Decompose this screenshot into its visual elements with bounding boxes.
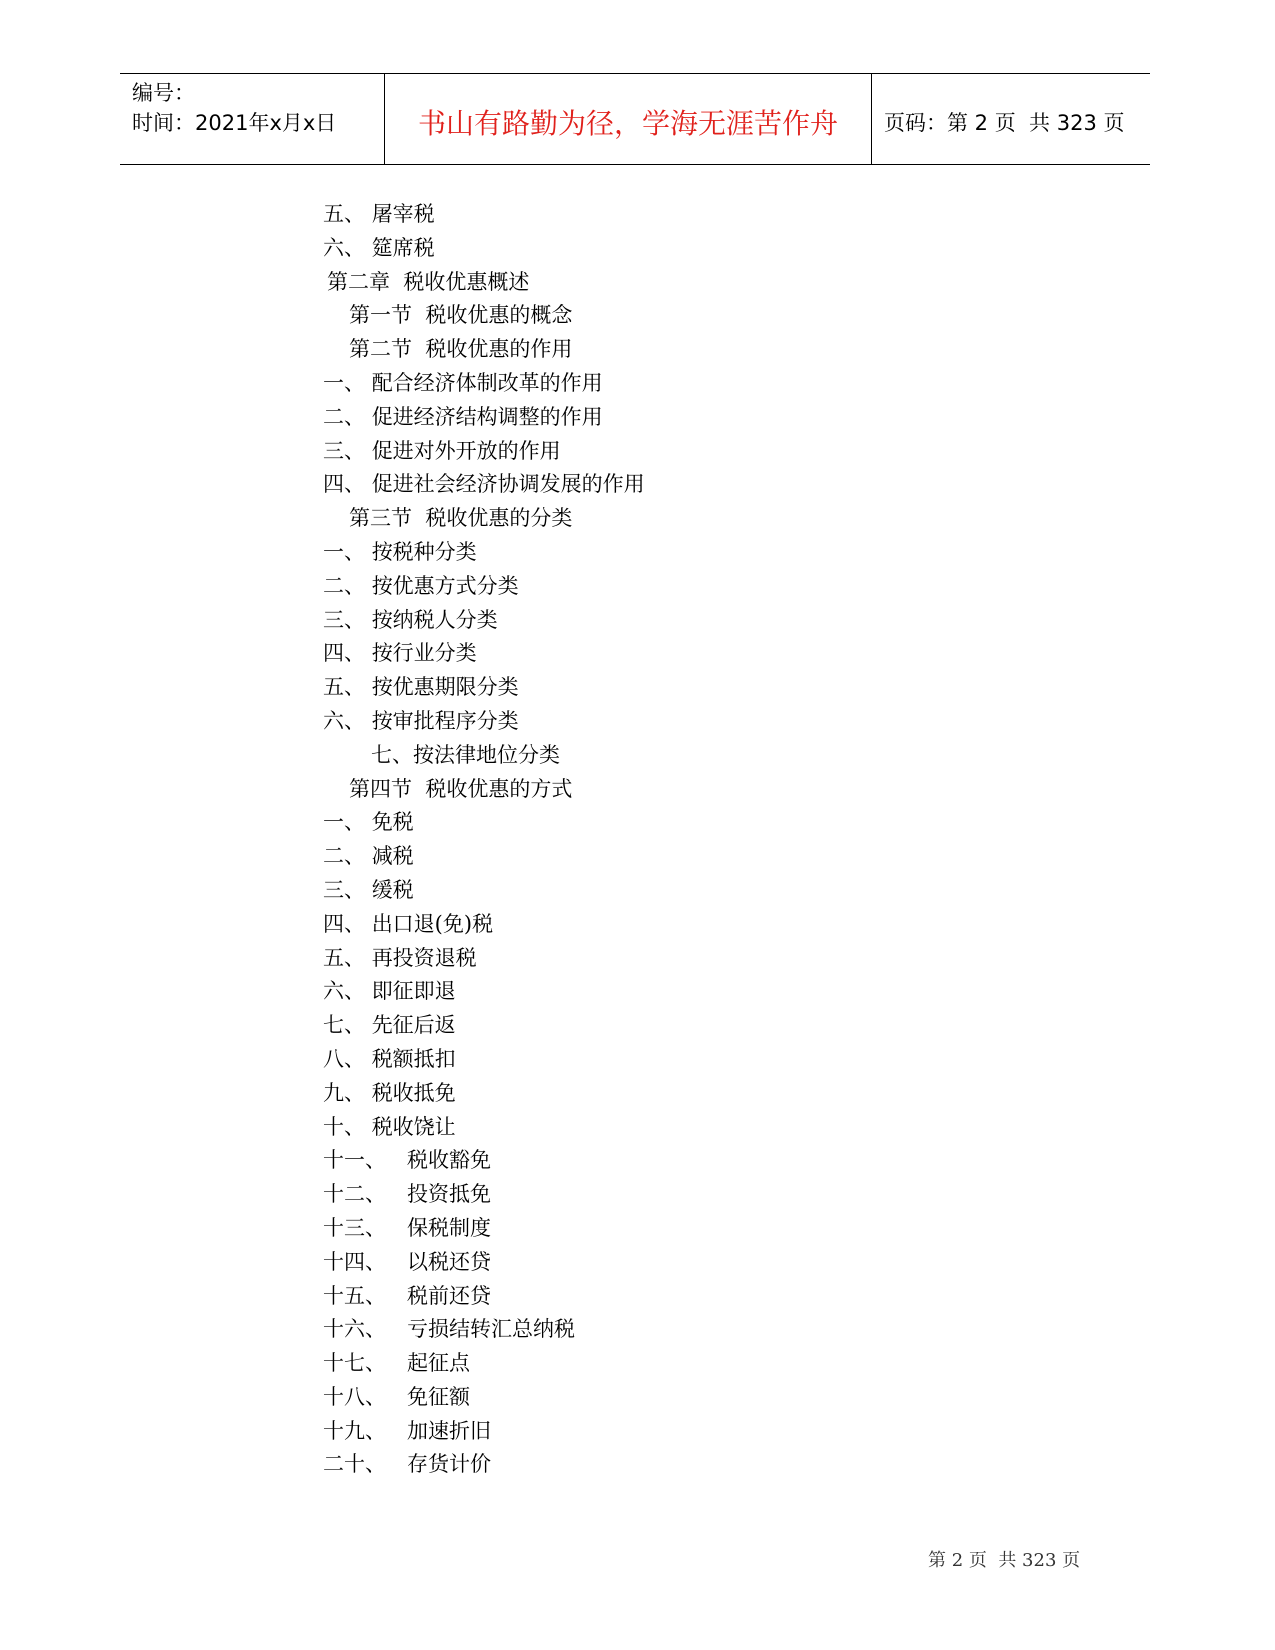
toc-entry [323, 468, 645, 502]
toc-entry-number: 十三、 [323, 1215, 386, 1240]
toc-entry-number: 六、 [323, 708, 365, 733]
toc-entry-title: 按税种分类 [371, 539, 477, 564]
toc-entry [323, 198, 645, 232]
toc-entry-title: 出口退(免)税 [371, 911, 494, 936]
toc-entry-title: 再投资退税 [371, 945, 477, 970]
toc-entry [323, 1448, 645, 1482]
toc-entry [323, 1144, 645, 1178]
toc-entry-number: 二、 [323, 404, 365, 429]
toc-entry [323, 333, 645, 367]
toc-entry-number: 七、 [323, 1013, 365, 1038]
toc-entry-number: 十一、 [323, 1148, 386, 1173]
toc-entry [323, 874, 645, 908]
toc-entry [323, 908, 645, 942]
toc-entry [323, 232, 645, 266]
toc-entry-title: 配合经济体制改革的作用 [371, 370, 603, 395]
toc-entry-number: 五、 [323, 202, 365, 226]
toc-entry [323, 1009, 645, 1043]
toc-entry-title: 先征后返 [371, 1013, 456, 1038]
toc-entry-title: 按优惠期限分类 [371, 675, 519, 700]
toc-entry-title: 促进社会经济协调发展的作用 [371, 472, 645, 497]
toc-entry-title: 税收饶让 [371, 1114, 456, 1139]
toc-entry [323, 1415, 645, 1449]
toc-entry-title: 筵席税 [371, 235, 435, 260]
toc-entry [323, 773, 645, 807]
toc-entry [323, 705, 645, 739]
toc-entry-number: 八、 [323, 1046, 365, 1071]
toc-entry-number: 二、 [323, 844, 365, 869]
toc-entry-number: 一、 [323, 810, 365, 835]
toc-entry-title: 税前还贷 [407, 1283, 491, 1308]
toc-entry-number: 二十、 [323, 1452, 386, 1477]
toc-entry-number: 十五、 [323, 1283, 386, 1308]
toc-entry [323, 1246, 645, 1280]
toc-entry-title: 税额抵扣 [371, 1046, 456, 1071]
toc-entry-number: 三、 [323, 607, 365, 632]
toc-entry-number: 十六、 [323, 1317, 386, 1342]
toc-entry-title: 第一节 税收优惠的概念 [349, 303, 573, 328]
document-number-label: 编号： [132, 81, 195, 105]
toc-entry-number: 三、 [323, 877, 365, 902]
toc-entry-title: 存货计价 [407, 1452, 491, 1477]
toc-entry-title: 税收抵免 [371, 1080, 456, 1105]
toc-entry-title: 屠宰税 [371, 202, 435, 226]
toc-entry-title: 缓税 [371, 877, 414, 902]
toc-entry-number: 一、 [323, 539, 365, 564]
toc-entry-number: 五、 [323, 945, 365, 970]
toc-entry [323, 1347, 645, 1381]
toc-entry-title: 保税制度 [407, 1215, 491, 1240]
toc-entry-number: 十九、 [323, 1418, 386, 1443]
toc-entry-title: 即征即退 [371, 979, 456, 1004]
toc-entry-title: 第二节 税收优惠的作用 [349, 337, 573, 362]
toc-entry [323, 806, 645, 840]
header-motto: 书山有路勤为径，学海无涯苦作舟 [385, 74, 872, 164]
toc-entry-number: 五、 [323, 675, 365, 700]
toc-entry [323, 975, 645, 1009]
toc-entry [323, 401, 645, 435]
toc-entry-title: 第三节 税收优惠的分类 [349, 506, 573, 531]
toc-entry-title: 投资抵免 [407, 1182, 491, 1207]
toc-entry [323, 671, 645, 705]
toc-entry-title: 第四节 税收优惠的方式 [349, 776, 573, 801]
toc-entry-number: 四、 [323, 911, 365, 936]
toc-entry-title: 免税 [371, 810, 414, 835]
toc-entry-number: 六、 [323, 979, 365, 1004]
toc-entry [323, 570, 645, 604]
toc-entry [323, 1043, 645, 1077]
toc-entry-title: 按行业分类 [371, 641, 477, 666]
toc-entry-number: 三、 [323, 438, 365, 463]
toc-entry-title: 按纳税人分类 [371, 607, 498, 632]
toc-entry-title: 按审批程序分类 [371, 708, 519, 733]
toc-entry [323, 1077, 645, 1111]
toc-entry-title: 减税 [371, 844, 414, 869]
header-page-info: 页码：第 2 页 共 323 页 [884, 111, 1125, 135]
document-time-label: 时间：2021年x月x日 [132, 111, 337, 135]
toc-entry [323, 604, 645, 638]
toc-entry [323, 840, 645, 874]
toc-entry-number: 四、 [323, 472, 365, 497]
toc-entry [323, 536, 645, 570]
document-header [120, 73, 1150, 165]
toc-entry [323, 1381, 645, 1415]
toc-entry-title: 促进对外开放的作用 [371, 438, 561, 463]
toc-entry-title: 七、按法律地位分类 [371, 742, 560, 767]
toc-entry-title: 促进经济结构调整的作用 [371, 404, 603, 429]
toc-entry [323, 637, 645, 671]
toc-entry-title: 亏损结转汇总纳税 [407, 1317, 575, 1342]
toc-entry [323, 1178, 645, 1212]
toc-entry-number: 十四、 [323, 1249, 386, 1274]
toc-entry [323, 739, 645, 773]
toc-entry-title: 按优惠方式分类 [371, 573, 519, 598]
toc-entry-number: 十、 [323, 1114, 365, 1139]
toc-entry [323, 1212, 645, 1246]
toc-entry-title: 免征额 [407, 1384, 470, 1409]
toc-entry [323, 1280, 645, 1314]
toc-entry-number: 十七、 [323, 1351, 386, 1376]
toc-entry-number: 六、 [323, 235, 365, 260]
toc-entry [323, 299, 645, 333]
toc-entry-number: 四、 [323, 641, 365, 666]
toc-entry [323, 502, 645, 536]
toc-entry-title: 第二章 税收优惠概述 [327, 269, 530, 294]
toc-entry-title: 以税还贷 [407, 1249, 491, 1274]
toc-entry-number: 一、 [323, 370, 365, 395]
toc-entry-number: 十二、 [323, 1182, 386, 1207]
page-footer: 第 2 页 共 323 页 [928, 1550, 1081, 1571]
toc-entry-number: 十八、 [323, 1384, 386, 1409]
toc-entry [323, 1313, 645, 1347]
toc-entry [323, 435, 645, 469]
toc-entry-title: 起征点 [407, 1351, 470, 1376]
toc-entry [323, 367, 645, 401]
toc-entry-title: 税收豁免 [407, 1148, 491, 1173]
toc-entry [323, 942, 645, 976]
toc-entry-number: 二、 [323, 573, 365, 598]
toc-entry [323, 1111, 645, 1145]
toc-entry-title: 加速折旧 [407, 1418, 491, 1443]
table-of-contents [323, 198, 645, 1482]
toc-entry-number: 九、 [323, 1080, 365, 1105]
toc-entry [323, 266, 645, 300]
header-left-cell [120, 74, 385, 164]
